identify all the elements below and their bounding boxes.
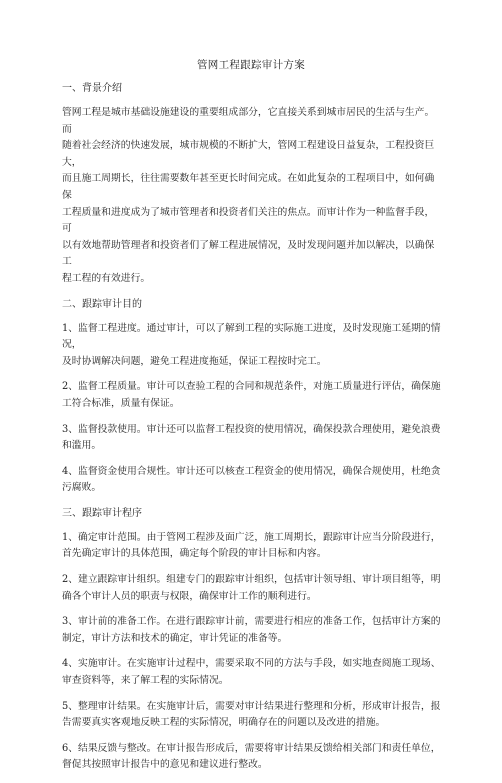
paragraph-line: 4、实施审计。在实施审计过程中，需要采取不同的方法与手段，如实地查阅施工现场、	[62, 658, 441, 670]
section-paragraph	[62, 105, 444, 288]
section-paragraph	[62, 699, 444, 732]
section-paragraph	[62, 321, 444, 371]
section-paragraph	[62, 464, 444, 497]
document-title: 管网工程跟踪审计方案	[197, 59, 305, 71]
section-paragraph	[62, 614, 444, 647]
section-paragraph	[62, 530, 444, 563]
paragraph-line: 确各个审计人员的职责与权限，确保审计工作的顺利进行。	[62, 590, 317, 602]
section-heading: 一、背景介绍	[62, 83, 122, 94]
paragraph-line: 随着社会经济的快速发展，城市规模的不断扩大，管网工程建设日益复杂，工程投资巨大，	[62, 140, 435, 168]
section-paragraph	[62, 379, 444, 412]
paragraph-line: 2、监督工程质量。审计可以查验工程的合同和规范条件，对施工质量进行评估，确保施	[62, 381, 441, 393]
paragraph-line: 6、结果反馈与整改。在审计报告形成后，需要将审计结果反馈给相关部门和责任单位，	[62, 742, 441, 754]
paragraph-line: 4、监督资金使用合规性。审计还可以核查工程资金的使用情况，确保合规使用，杜绝贪	[62, 465, 441, 477]
paragraph-line: 以有效地帮助管理者和投资者们了解工程进展情况，及时发现问题并加以解决，以确保工	[62, 239, 435, 268]
paragraph-line: 工符合标准，质量有保证。	[62, 397, 180, 409]
paragraph-line: 3、审计前的准备工作。在进行跟踪审计前，需要进行相应的准备工作，包括审计方案的	[62, 616, 441, 628]
paragraph-line: 而且施工周期长，往往需要数年甚至更长时间完成。在如此复杂的工程项目中，如何确保	[62, 173, 435, 201]
section-paragraph	[62, 572, 444, 605]
section-heading: 三、跟踪审计程序	[62, 507, 142, 519]
paragraph-line: 1、监督工程进度。通过审计，可以了解到工程的实际施工进度，及时发现施工延期的情况，	[62, 322, 441, 351]
section-paragraph	[62, 422, 444, 455]
paragraph-line: 管网工程是城市基础设施建设的重要组成部分，它直接关系到城市居民的生活与生产。而	[62, 107, 435, 135]
document-body	[62, 81, 444, 783]
paragraph-line: 3、监督投款使用。审计还可以监督工程投资的使用情况，确保投款合理使用，避免浪费	[62, 423, 441, 435]
paragraph-line: 污腐败。	[62, 482, 102, 494]
paragraph-line: 及时协调解决问题，避免工程进度拖延，保证工程按时完工。	[62, 355, 327, 367]
paragraph-line: 工程质量和进度成为了城市管理者和投资者们关注的焦点。而审计作为一种监督手段，可	[62, 206, 435, 235]
paragraph-line: 程工程的有效进行。	[62, 272, 151, 284]
section-paragraph	[62, 741, 444, 774]
paragraph-line: 和滥用。	[62, 440, 102, 452]
paragraph-line: 制定，审计方法和技术的确定，审计凭证的准备等。	[62, 632, 288, 644]
paragraph-line: 首先确定审计的具体范围，确定每个阶段的审计目标和内容。	[62, 548, 327, 560]
paragraph-line: 2、建立跟踪审计组织。组建专门的跟踪审计组织，包括审计领导组、审计项目组等，明	[62, 574, 441, 586]
section-paragraph	[62, 656, 444, 689]
section-heading: 二、跟踪审计目的	[62, 298, 142, 310]
paragraph-line: 督促其按照审计报告中的意见和建议进行整改。	[62, 759, 268, 771]
paragraph-line: 审查资料等，来了解工程的实际情况。	[62, 675, 229, 687]
paragraph-line: 5、整理审计结果。在实施审计后，需要对审计结果进行整理和分析，形成审计报告，报	[62, 700, 441, 712]
paragraph-line: 1、确定审计范围。由于管网工程涉及面广泛，施工周期长，跟踪审计应当分阶段进行，	[62, 531, 441, 543]
paragraph-line: 告需要真实客观地反映工程的实际情况，明确存在的问题以及改进的措施。	[62, 717, 386, 729]
